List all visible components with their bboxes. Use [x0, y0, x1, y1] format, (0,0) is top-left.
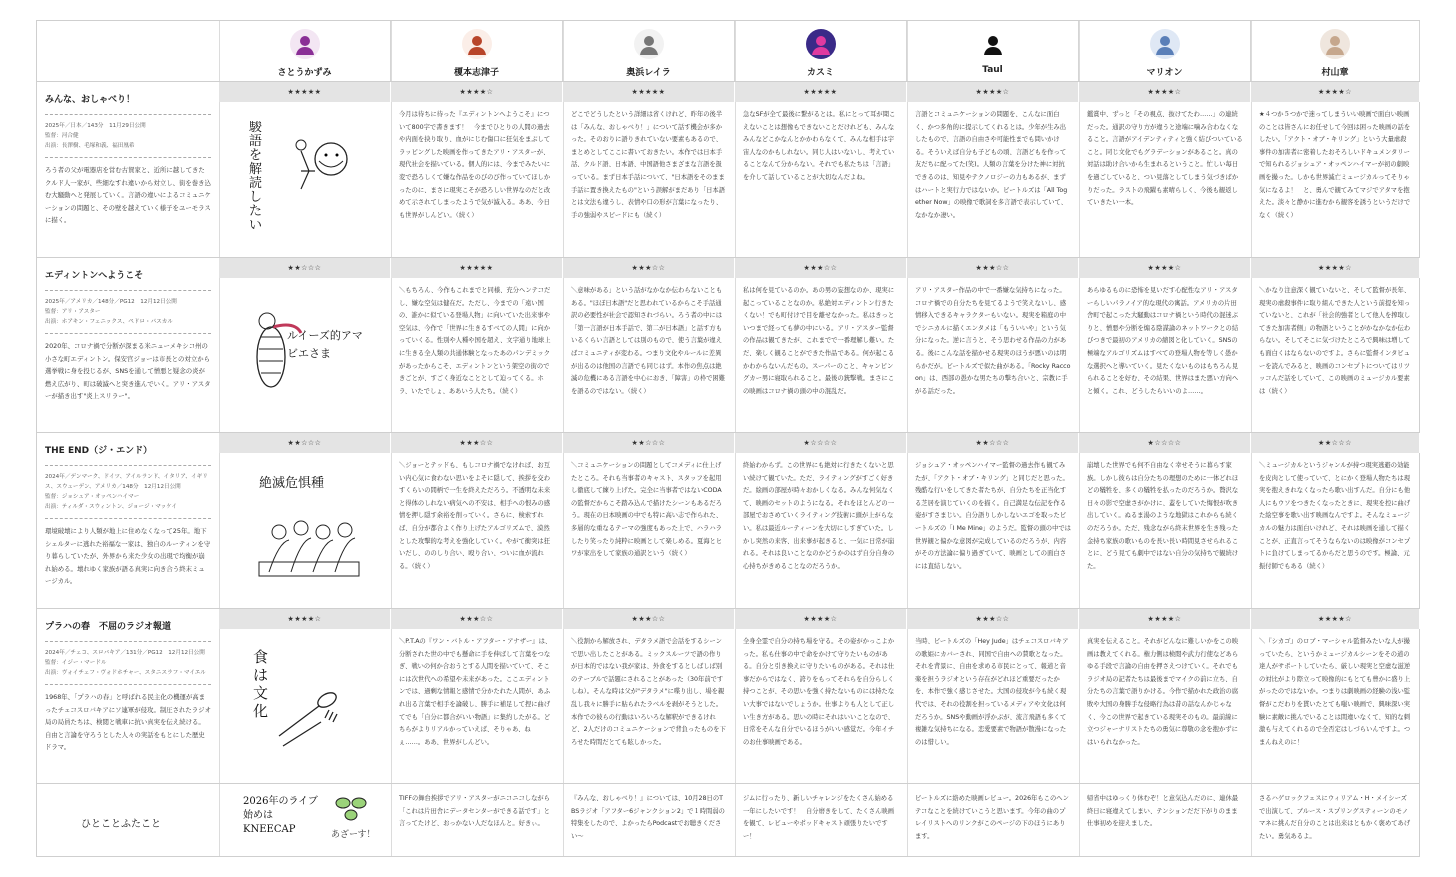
movie-synopsis: 2020年、コロナ禍で分断が深まる米ニューメキシコ州の小さな町エディントン。保安官ジョーは市長との対立から選挙戦に身を投じるが、SNSを通して憎悪と疑念の炎が燃え広がり、町は破滅へと突き進んでいく。アリ・アスターが描き出す"炎上スリラー"。 [45, 342, 211, 400]
illustration-caption: 2026年のライブ始めはKNEECAP [243, 796, 318, 835]
review-grid [36, 20, 1420, 857]
rating-stars: ★★★☆☆ [563, 609, 735, 629]
rating-stars: ★★★☆☆ [907, 258, 1079, 278]
rating-stars: ★★★☆☆ [391, 609, 563, 629]
woman-purple-hair-icon [290, 29, 320, 59]
movie-synopsis: 1968年、「プラハの春」と呼ばれる民主化の機運が高まったチェコスロバキアにソ連軍が侵攻。制圧されたラジオ局の局員たちは、検閲と戦車に抗い真実を伝え続ける。自由と言論を守ろうとした人々の実話をもとにした歴史ドラマ。 [45, 693, 211, 751]
movie-title: プラハの春 不屈のラジオ報道 [45, 622, 172, 632]
review-text: あらゆるものに恐怖を見いだす心配性なアリ・アスターらしいパラノイア的な現代の寓話。アメリカの片田舎町で起こった大騒動はコロナ禍という時代の混迷ぶりと、憎悪や分断を煽る陰謀論のネットワークとの結びつきで最初のアメリカの縮図と化していく。SNSの極端なアルゴリズムはすべての登場人物を等しく愚かな選択へと導いていく。見たくないものはもちろん見られることを好む、その結果、世界はまた悪い方向へと傾く。これ、どうしたらいいのよ……。 [1087, 287, 1239, 395]
review-text: ★４つか５つかで迷ってしまういい映画で面白い映画のことは皆さんにお任せして今回は困った映画の話をしたい。「アクト・オブ・キリング」という大量虐殺事件の加害者に密着したおそろしいドキュメンタリーで知られるジョシュア・オッペンハイマーが初の劇映画を撮った。しかも世界滅亡ミュージカルってそりゃ気になるよ！ と、勇んで観てみてマジでアタマを抱えた。淡々と静かに進むから観客を誘うというだけでなく（続く） [1259, 111, 1411, 219]
face-icon [1320, 29, 1350, 59]
review-text: ＼かなり注意深く観ていないと、そして監督が長年、現実の虐殺事件に取り組んできた人という前提を知っていないと、これが「社会的強者として他人を搾取してきた加害者側」の物語ということがかなかなか伝わらない。そしてそこに気づけたところで興味は増しても面白くはならないのですよ。さらに監督インタビューを読んでみると、映画のコンセプトについてはリツッコんだ話をしていて、この映画のミュージカル要素は（続く） [1259, 287, 1411, 395]
reviewer-header [219, 21, 391, 81]
reviewer-name: 村山章 [1321, 68, 1349, 78]
review-text: ＼意味がある」という話がなかなか伝わらないこともある。"ほぼ日本語"だと思われているからこそ手話通訳の必要性が社会で認知されづらい。ろう者の中には「第一言語が日本手話で、第二が日本語」と話す方もいるくらい言語としては別のもので、使う言葉が違えばコミュニティが変わる。つまり文化やルールに差異が出るのは他国の言語でも同じはず。本作の焦点は絶滅の危機にある言語を中心におき、「障害」の枠で困難を語るのではない。（続く） [571, 287, 726, 395]
review-text: ＼もちろん、今作もこれまでと同様、充分ヘンテコだし、嫌な空気は健在だ。ただし、今までの「遠い国の、誰かに似ている登場人物」に向いていた出来事や空気は、今作で「世界に生きるすべての人間」に向かっていくる。性別や人種や国を超え、文字通り地球上に生きる全人類の共通体験となったあのパンデミックがあったからこそ、エディントンという架空の街のできごとが、すごく身近なこととして迫ってくる。ホラ、いたでしょ、ああいう人たち。（続く） [399, 287, 551, 395]
rating-stars: ★★★☆☆ [907, 609, 1079, 629]
reviewer-header [1251, 21, 1420, 81]
movie-meta-line: 2025年／アメリカ／148分／PG12 12月12日公開 [45, 299, 177, 305]
movie-title: THE END（ジ・エンド） [45, 446, 153, 456]
reviewer-name: カスミ [806, 68, 834, 78]
reviewer-header [1079, 21, 1251, 81]
rating-stars: ★★★★☆ [1251, 258, 1420, 278]
movie-meta-line: 出演：長澤樹、毛塚和義、福田凰希 [45, 143, 135, 149]
review-text: ＼P.T.Aの『ワン・バトル・アフター・アナザー』は、分断された世の中でも懸命に手を伸ばして言葉をつなぎ、戦いの何か合おうとする人間を描いていて、そこには次世代への希望や未来があった。ここエディントンでは、過剰な情報と感情で分かたれた人間が、あふれ出る言葉で相手を論破し、勝手に補足して捏に曲げてでも「自分に都合がいい物語」に集約したがる。どちらがよりリアルかっていえば、そりゃあ、ねぇ……。ああ、世界がしんどい。 [399, 638, 552, 746]
kneecap-doodle-icon [239, 789, 389, 851]
review-text: 真実を伝えること。それがどんなに難しいかをこの映画は教えてくれる。権力側は検閲や武力行使などあらゆる手段で言論の自由を押さえつけていく。それでもラジオ局の記者たちは最後までマイクの前に立ち、自分たちの言葉で語りかける。今作で描かれた政治の腐敗や大国の身勝手な侵略行為は昔の話なんかじゃなく、今この世界で起きている現実そのもの。最前線に立つジャーナリストたちの勇気に尊敬の念を抱かずにはいられなかった。 [1087, 638, 1239, 746]
divider [45, 290, 211, 291]
review-text: 崩壊した世界でも何不自由なく幸せそうに暮らす家族。しかし彼らは自分たちの理想のために一体どれほどの犠牲を、多くの犠牲を払ったのだろうか。贅沢な日々の影で空虚さがかけに、蓋をしていた悔恨が吹き出していく。ぬるま湯のような地獄はこれからも続くのだろうか。ただ、残念ながら終末世界を生き残った金持ち家族の歌いものを長い長い時間見させられることに、どう見ても劇中ではない自分の気持ちで観続けた。 [1087, 462, 1239, 570]
review-text: ＼役割から解放され、デタラメ語で会話をするシーンで思い出したことがある。ミックスルーツで語の作りが日本的ではない我が家は、外食をするとしばしば別のテーブルで話題にされることがあった（30年前ですしね）。そんな時は父が"デタラメ"に喋り出し、場を親乱し我々に勝手に貼られたラベルを剥がそうとした。本作での彼らの行動はいろいろな解釈ができるけれど、2人だけのコミュニケーションで背負ったものを下ろせた時間だとても眩しかった。 [571, 638, 726, 746]
reviewer-header [735, 21, 907, 81]
rating-stars: ★★☆☆☆ [563, 433, 735, 453]
rating-stars: ★★★☆☆ [735, 258, 907, 278]
movie-info [37, 81, 219, 257]
review-text [1420, 285, 1436, 428]
rating-stars: ★★☆☆☆ [219, 258, 391, 278]
man-glasses-icon [978, 29, 1008, 59]
illustration-caption: 絶滅危惧種 [259, 476, 325, 491]
row-divider [37, 783, 1419, 784]
movie-synopsis: 環境破壊により人類が地上に住めなくなって25年。地下シェルターに逃れた裕福な一家は、独自のルーティンを守り暮らしていたが、外界から来た少女の出現で均衡が崩れ始める。壊れゆく家族が語る真実に向き合う終末ミュージカル。 [45, 527, 211, 585]
spoon-fork-doodle-icon [249, 648, 369, 773]
review-text [1420, 636, 1436, 779]
movie-meta-line: 出演：ヴォイチェフ・ヴォドホチャー、スタニスラフ・マイエル [45, 670, 206, 676]
footer-note: 帰省中はゆっくり休むぞ！と意気込んだのに、連休最終日に寝違えてしまい、テンションだだ下がりのまま仕事初めを迎えました。 [1087, 795, 1239, 828]
rating-stars: ★★★★★ [391, 258, 563, 278]
reviewer-header [907, 21, 1079, 81]
footer-note: 『みんな、おしゃべり！』については、10月28日のTBSラジオ「アフター6ジャンクション2」で１時間弱の特集をしたので、よかったらPodcastでお聴きください〜 [571, 795, 725, 840]
movie-info [37, 432, 219, 608]
reviewer-name: さとうかずみ [277, 68, 332, 78]
rating-stars: ★★★★☆ [735, 609, 907, 629]
rating-stars: ★★★★★ [735, 82, 907, 102]
divider [45, 157, 211, 158]
illustration-caption: ルイーズ的アマビエさま [287, 329, 363, 360]
review-text [1420, 460, 1436, 604]
movie-title: みんな、おしゃべり！ [45, 95, 136, 105]
review-text: 急なSFが全て最後に繋がるとは。私にとって耳が聞こえないことは想像もできないことだけれども、みんなみんなどこかなんとかかわらなくて、みんな相手は宇宙人なのかもしれない。同じ人はいないし、考えていることなんて分からない。それでも私たちは「言語」を介して話していることが大切なんだよね。 [743, 111, 896, 181]
review-text: 当時、ビートルズの「Hey Jude」はチェコスロバキアの歌姫にカバーされ、同国で自由への賛歌となった。それを背景に、自由を求める市民にとって、報道と音楽を担うラジオという存在がどれほど重要だったかを、本作で強く感じさせた。大国の侵攻が今も続く現代では、それの役割を担っているメディアや文化は何だろうか。SNSや動画が浮かぶが、流言飛語も多くて複雑な気持ちになる。恋愛要素で物語が散漫になったのは惜しい。 [915, 638, 1069, 746]
sign-language-doodle-icon [249, 121, 369, 247]
woman-red-hair-icon [462, 29, 492, 59]
illustration-caption: 駿語を解読したい [249, 121, 263, 233]
footer-note: TIFFの舞台挨拶でアリ・アスターがニコニコしながら「これは片田舎にデータセンターができる話です」と言ってたけど、おっかない人だなほんと。好きぃ。 [399, 795, 550, 828]
rating-stars: ★★★★☆ [1079, 258, 1251, 278]
reviewer-name: マリオン [1146, 68, 1183, 78]
divider [45, 641, 211, 642]
rating-stars: ★★★★☆ [1079, 82, 1251, 102]
divider [45, 114, 211, 115]
rating-stars: ★★★★☆ [907, 82, 1079, 102]
review-text: 私は何を見ているのか。あの男の妄想なのか、現実に起こっていることなのか。私絶対エディントン行きたくない！でも町付けで目を離せなかった。私はきっといつまで経っても夢の中にいる。アリ・アスター監督の作品は観てきたが、これまでで一番理解し難い。ただ、楽しく観ることができた作品である。何が起こるかわからないんだもの。スーパーのこと、キャンピングカー男に寝取られること。最後の銃撃戦。まさにこの映画はコロナ禍の頭の中の混乱だ。 [743, 287, 895, 395]
review-text: 言語とコミュニケーションの問題を、こんなに面白く、かつ多角的に提示してくれるとは。少年が生み出したもので、言語の自由さや可能性までも問いかける。そういえば自分も子どもの頃、言語どもを作って友だちに配ってた(笑)。人類の言葉を分けた神に対抗できるのは、知見やテクノロジーの力もあるが、まずはハートと実行力ではないか。ビートルズは「All Together Now」の映像で歌詞を多言語で表示していて、なかなか凄い。 [915, 111, 1068, 219]
movie-meta-line: 2025年／日本／143分 11月29日公開 [45, 123, 146, 129]
review-text: 全身全霊で自分の持ち場を守る。その姿がかっこよかった。私も仕事の中で命をかけて守りたいものがある。自分と引き換えに守りたいものがある。それは仕事だからではなく、誇りをもってそれらを自分らしく持つことが、その思いを強く持たないものには持たない大事ではないでしょうか。仕事よりも人として正しい生き方がある。思いの時にそれはいいことなので、日常をそんな自分でいるほうがいい感覚だ。今年イチのお仕事映画である。 [743, 638, 895, 746]
reviewer-name: Taul [982, 65, 1003, 75]
divider [45, 465, 211, 466]
illustration-caption: あざーす！ [331, 830, 376, 840]
divider [45, 684, 211, 685]
rating-stars: ★★★★★ [219, 82, 391, 102]
review-text: 終始わからず。この世界にも絶対に行きたくないと思い続けて観ていた。ただ、ライティングがすごく好きだ。絵画の部屋が時々おかしくなる。みんな何気なくて、映画のセットのようになる。それをほとんどの一部屋でおさめていくライティング技術に頭が上がらない。私は最近ルーティーンを大切にしすぎていた。しかし突然の来客、出来事が起きると、一気に日常が崩れる。それは良いことなのかどうかのはず自分自身の心持ちがきめることなのだろうか。 [743, 462, 895, 570]
amabie-doodle-icon [249, 297, 369, 422]
rating-stars: ★★★★☆ [1251, 609, 1420, 629]
review-text: ＼ジョーとテッドも、もしコロナ禍でなければ、お互い内心気に食わない思いをよそに隠して、挨拶を交わすくらいの間柄で一生を終えただろう。不透明な未来と得体のしれない病気への不安は、相手への恨みの感情を押し隠す余裕を削っていく。さらに、検索すれば、自分が都合よく作り上げたアルゴリズムで、漠然とした攻撃的な考えを強化していく。やがて衝突は狂いだし、ののしり合い、殴り合い、ついに血が流れる。（続く） [399, 462, 551, 570]
review-text: アリ・アスター作品の中で一番嫌な気持ちになった。コロナ禍での自分たちを見てるようで笑えないし、感情移入できるキャラクターもいない。現実を箱庭の中でシニカルに描くエンタメは「もういいや」という気分になった。逆に言うと、そう思わせる作品の力がある。後にこんな話を描かせる現実のほうが悪いのは明らかだが。ビートルズで似た曲がある。「Rocky Raccoon」は、西部の愚かな男たちの撃ち合いと、宗教に手がる話だった。 [915, 287, 1071, 395]
rating-stars: ★☆☆☆☆ [1079, 433, 1251, 453]
review-text: ＼『シカゴ』のロブ・マーシャル監督みたいな人が撮っていたら、というかミュージカルシーンをその道の達人がサポートしていたら、厳しい現実と空虚な滋逆の対比がより際立って映像的にもとても豊かに盛り上がったのではないか。つまりは劇映画の経験の浅い監督がこだわりを貫いたとても嗤い映画で、興味深い実験に素敵に挑んでいることは間違いなくて、知的な刺激も与えてくれるので全否定はしづらいんですよ。つまんねえのに！ [1259, 638, 1411, 746]
reviewer-header [563, 21, 735, 81]
anime-boy-icon [1150, 29, 1180, 59]
rating-stars: ★★☆☆☆ [219, 433, 391, 453]
footer-note: ジムに行ったり、新しいチャレンジをたくさん始める一年にしたいです！ 自分磨きをして、たくさん映画を観て、レビューやポッドキャスト頑張りたいですー！ [743, 795, 894, 840]
review-text: ＼ミュージカルというジャンルが持つ現実逃避の効能を皮肉として使っていて、とにかく登場人物たちは現実を抱えきれなくなったら歌い出すんだ。自分にも他人にもウソをつきたくなったときに、現実を控に曲げた絵空事を歌い出す映画なんですよ。そんなミュージカルの魅力は面白いけれど、それは映画を通して描くことが、正直言ってそうならないのは映像がコンセプトに負けてしまってるからだと思うのです。極論、元振付師でもある（続く） [1259, 462, 1411, 570]
rating-stars: ★★★☆☆ [563, 258, 735, 278]
footer-note: さるハゲロックフェスにウィリアム・H・メイシーズで出演して、ブルース・スプリングスティーンのモノマネに挑んだ自分のことは出来はともかく褒めてあげたい。勇気あるよ。 [1259, 795, 1411, 840]
sketch-woman-icon [634, 29, 664, 59]
review-text: どこでどうしたという詳細は省くけれど、昨年の後半は「みんな、おしゃべり！」について話す機会が多かった。そのおりに語りきれていない要素もあるので、まとめとしてここに書いておきたい。本作では日本手話、クルド語、日本語、中国語他さまざまな言語を扱っている。まず日本手話について、"日本語をそのまま手話に置き換えたもの"という誤解がまだあり「日本語とは文法も違うし、表情や口の形が言葉になったり、手の強弱やスピードにも（続く） [571, 111, 726, 219]
movie-title: エディントンへようこそ [45, 271, 144, 281]
review-text: ジョシュア・オッペンハイマー監督の過去作も観てみたが、「アクト・オブ・キリング」と同じだと思った。残酷な行いをしてきた者たちが、自分たちを正当化する芝居を演じていくのを描く。自己満足な伝記を作る姿がすさまじい。自分語りしかしないエゴを取ったビートルズの「I Me Mine」のようだ。監督の頭の中では世界観と偏かな意図が完成しているのだろうが、内容がその方法論に偏り過ぎていて、映画としての面白さには直結しない。 [915, 462, 1071, 570]
rating-stars: ★★★★☆ [1251, 82, 1420, 102]
review-text: 今月は待ちに待った『エディントンへようこそ』について800字で書きます！ 今までひとりの人間の過去や内面を抉り取り、血がにじむ傷口に狂気をまぶしてラッピングした映画を作ってきたアリ・アスターが、現代社会を描いている。個人的には、今までみたいに変で恐ろしくて嫌な作品をのびのび作っていてほしかったのに、まさに現実こそが恐ろしい世界なのだと改めて示されてしまったようで気が滅入る。ああ、今日も世界がしんどい。（続く） [399, 111, 551, 219]
rating-stars: ★☆☆☆☆ [735, 433, 907, 453]
family-crowd-doodle-icon [249, 472, 369, 598]
movie-meta-line: 監督：イジー・マードル [45, 660, 107, 666]
reviewer-header [391, 21, 563, 81]
footer-note: ビートルズに絡めた映画レビュー。2026年もこのへンテコなことを続けていこうと思います。今年の曲のプレイリストへのリンクがこのページの下のほうにあります。 [915, 795, 1069, 840]
review-text: 鑑賞中、ずっと「その視点、抜けてたわ……」の連続だった。通訳の守り方が違うと途端に噛み合わなくなること。言語がアイデンティティと強く結びついていること。同じ文化でもグラデーションがあること。真の対話は助け合いから生まれるということ。忙しい毎日を過ごしていると、つい見落としてしまう気づきばかりだった。ラストの飛躍も素晴らしく、今後も観返していきたい一本。 [1087, 111, 1243, 207]
divider [45, 333, 211, 334]
divider [45, 518, 211, 519]
movie-meta-line: 出演：ティルダ・スウィントン、ジョージ・マッケイ [45, 504, 177, 510]
rating-stars: ★★★★☆ [219, 609, 391, 629]
movie-meta-line: 出演：ホアキン・フェニックス、ペドロ・パスカル [45, 319, 173, 325]
footer-label: ひとことふたこと [81, 819, 161, 830]
reviewer-name: 奥浜レイラ [626, 68, 671, 78]
movie-info [37, 257, 219, 432]
rating-stars: ★★★★☆ [1079, 609, 1251, 629]
movie-meta-line: 2024年／デンマーク、ドイツ、アイルランド、イタリア、イギリス、スウェーデン、アメリカ／148分 12月12日公開 [45, 474, 208, 490]
rating-stars: ★★★★☆ [391, 82, 563, 102]
movie-meta-line: 監督：ジョシュア・オッペンハイマー [45, 494, 140, 500]
movie-info [37, 608, 219, 783]
colorful-illustration-icon [806, 29, 836, 59]
movie-meta-line: 2024年／チェコ、スロバキア／131分／PG12 12月12日公開 [45, 650, 205, 656]
rating-stars: ★★★☆☆ [391, 433, 563, 453]
movie-meta-line: 監督：河合健 [45, 133, 79, 139]
rating-stars: ★★☆☆☆ [907, 433, 1079, 453]
review-text [1420, 109, 1436, 253]
movie-synopsis: ろう者の父が電器店を営む古賀家と、近所に越してきたクルド人一家が、些細なすれ違いから対立し、街を巻き込む大騒動へと発展していく。言語の違いによるコミュニケーションの問題と、その壁を越えていく様子をユーモラスに描く。 [45, 166, 211, 224]
rating-stars: ★★☆☆☆ [1251, 433, 1420, 453]
review-text: ＼コミュニケーションの問題としてコメディに仕上げたところ。それも当事者のキャスト、スタッフを起用し徹底して練り上げた。完全に当事者ではないCODAの監督だからこそ踏み込んで描けたシーンもあるだろう。現在の日本映画の中でも特に高い志で作られた、多層的な重なるテーマの強度もあった上で、ハラハラしたり笑ったり純粋に映画として楽しめる。夏海とヒワが家出をして家族の通訳という（続く） [571, 462, 723, 558]
rating-stars: ★★★★★ [563, 82, 735, 102]
reviewer-name: 榎本志津子 [453, 68, 499, 78]
illustration-caption: 食は文化 [253, 648, 269, 720]
movie-meta-line: 監督：アリ・アスター [45, 309, 101, 315]
